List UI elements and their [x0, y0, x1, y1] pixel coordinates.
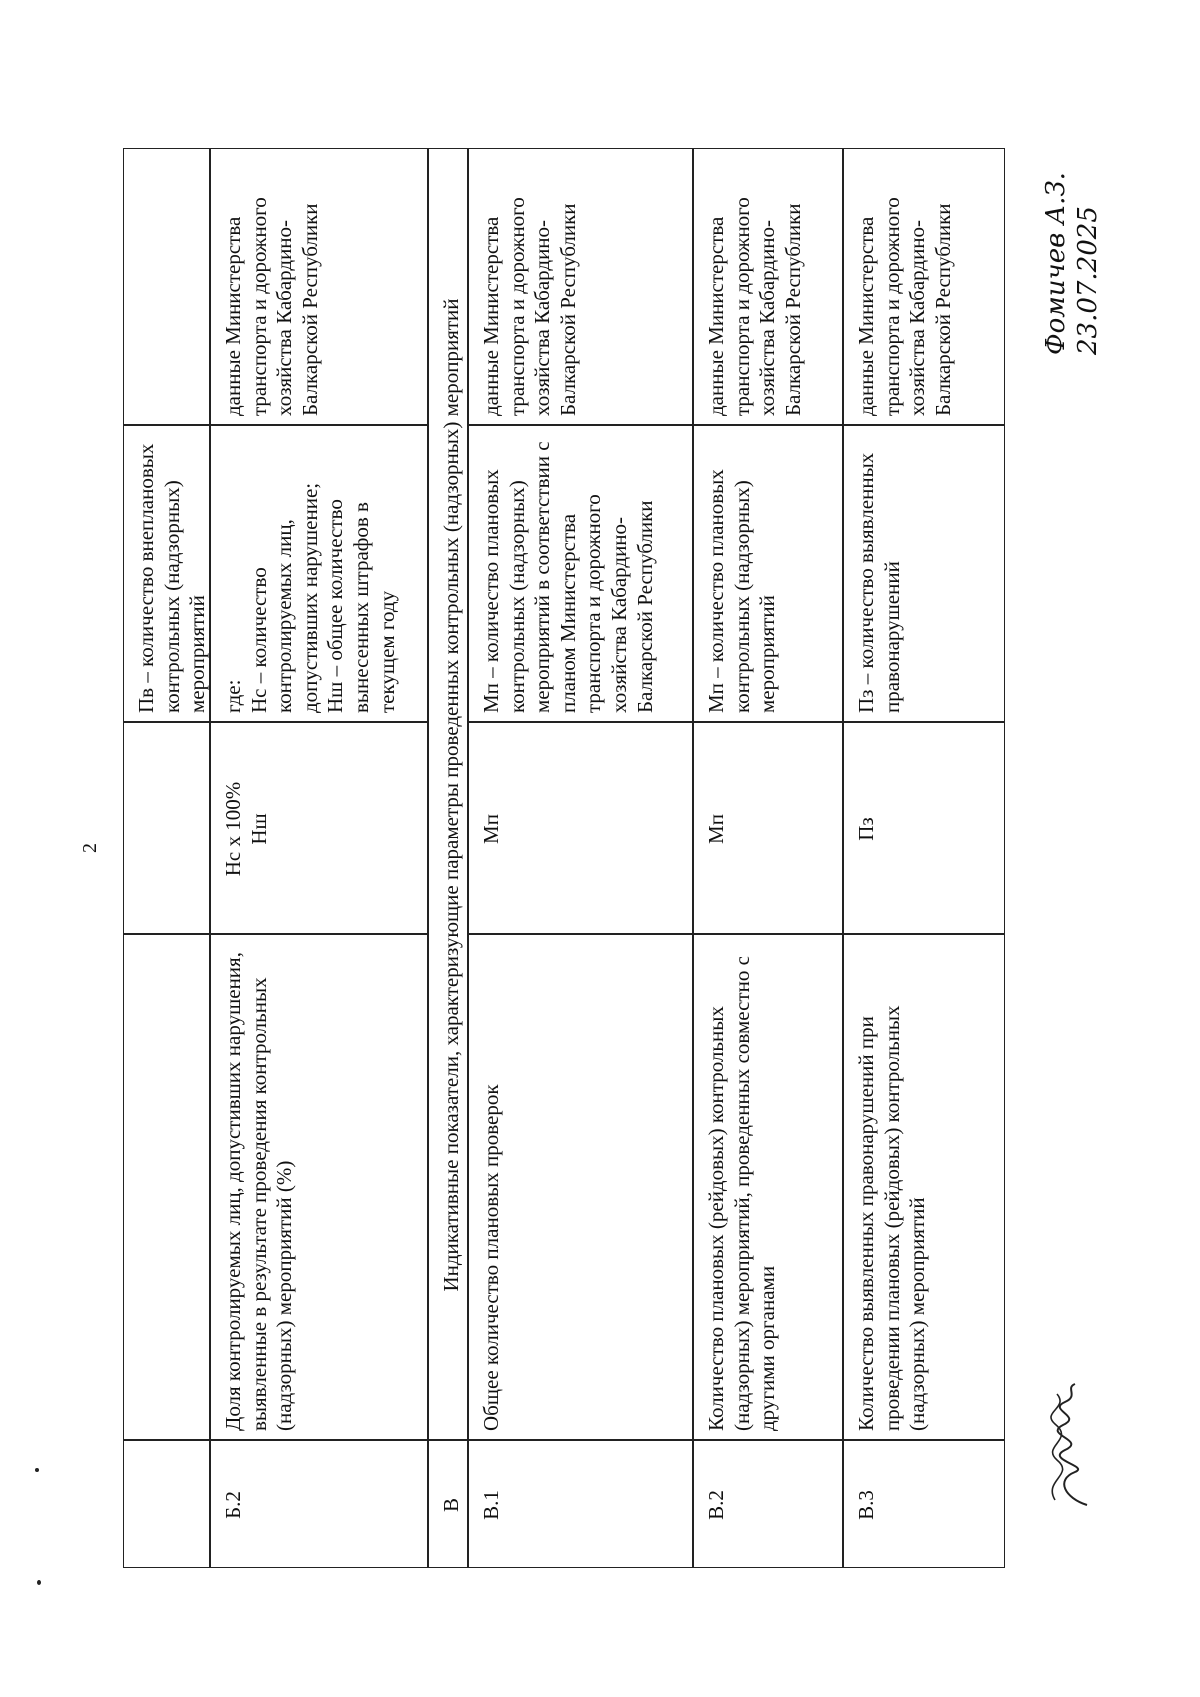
- source-cell: [693, 148, 843, 425]
- signature-scribble: [1035, 1380, 1095, 1510]
- data-source: данные Министерства транспорта и дорожного хозяйства Кабардино-Балкарской Республики: [479, 197, 580, 416]
- section-code: В: [439, 1498, 463, 1513]
- section-title: Индикативные показатели, характеризующие параметры проведенных контрольных (надзорных) мероприятий: [439, 298, 463, 1292]
- page-number: 2: [79, 843, 101, 853]
- name-cell: [210, 934, 428, 1440]
- code-cell: [123, 1440, 210, 1568]
- name-cell: [468, 934, 693, 1440]
- data-source: данные Министерства транспорта и дорожного хозяйства Кабардино-Балкарской Республики: [704, 197, 805, 416]
- formula: Мп: [479, 814, 503, 844]
- formula-numerator: Нс х 100%: [221, 781, 245, 877]
- indicator-name: Общее количество плановых проверок: [479, 1084, 503, 1431]
- description: Пз – количество выявленных правонарушений: [854, 452, 904, 713]
- row-code: В.1: [479, 1490, 503, 1520]
- indicator-name: Доля контролируемых лиц, допустивших нарушения, выявленные в результате проведения контрольных (надзорных) мероприятий (%): [221, 952, 297, 1431]
- description-cell: [843, 425, 1005, 722]
- formula-cell: [123, 722, 210, 934]
- description-cell: [123, 425, 210, 722]
- section-code-cell: [428, 1440, 468, 1568]
- source-cell: [123, 148, 210, 425]
- source-cell: [468, 148, 693, 425]
- formula-cell: [693, 722, 843, 934]
- section-title-cell: [428, 148, 468, 1440]
- formula: Пз: [854, 817, 878, 841]
- description-cell: [210, 425, 428, 722]
- code-cell: [468, 1440, 693, 1568]
- code-cell: [693, 1440, 843, 1568]
- description: Пв – количество внеплановых контрольных (надзорных) мероприятий: [134, 443, 210, 713]
- row-code: В.3: [854, 1490, 878, 1520]
- source-cell: [210, 148, 428, 425]
- row-code: Б.2: [221, 1491, 245, 1519]
- name-cell: [693, 934, 843, 1440]
- name-cell: [843, 934, 1005, 1440]
- formula: Мп: [704, 814, 728, 844]
- scan-speck: [37, 1580, 41, 1585]
- scan-speck: [35, 1468, 39, 1472]
- formula-denominator: Нш: [246, 813, 271, 845]
- row-code: В.2: [704, 1490, 728, 1520]
- formula-cell: [468, 722, 693, 934]
- name-cell: [123, 934, 210, 1440]
- code-cell: [210, 1440, 428, 1568]
- data-source: данные Министерства транспорта и дорожного хозяйства Кабардино-Балкарской Республики: [221, 197, 322, 416]
- indicator-name: Количество выявленных правонарушений при проведении плановых (рейдовых) контрольных (надзорных) мероприятий: [854, 1005, 930, 1431]
- description-cell: [468, 425, 693, 722]
- indicator-name: Количество плановых (рейдовых) контрольных (надзорных) мероприятий, проведенных совместно с другими органами: [704, 956, 780, 1431]
- description: Мп – количество плановых контрольных (надзорных) мероприятий: [704, 469, 780, 713]
- description-line: где:: [221, 679, 245, 713]
- handwritten-note: Фомичев А.З. 23.07.2025: [1041, 172, 1103, 355]
- data-source: данные Министерства транспорта и дорожного хозяйства Кабардино-Балкарской Республики: [854, 197, 955, 416]
- description-cell: [693, 425, 843, 722]
- formula-cell: [843, 722, 1005, 934]
- code-cell: [843, 1440, 1005, 1568]
- formula-cell: [210, 722, 428, 934]
- description-line: Нш – общее количество вынесенных штрафов в текущем году: [323, 499, 399, 713]
- source-cell: [843, 148, 1005, 425]
- description: Мп – количество плановых контрольных (надзорных) мероприятий в соответствии с планом Министерства транспорта и дорожного хозяйства Кабардино-Балкарской Республики: [479, 441, 657, 713]
- description-line: Нс – количество контролируемых лиц, допустивших нарушение;: [246, 482, 322, 713]
